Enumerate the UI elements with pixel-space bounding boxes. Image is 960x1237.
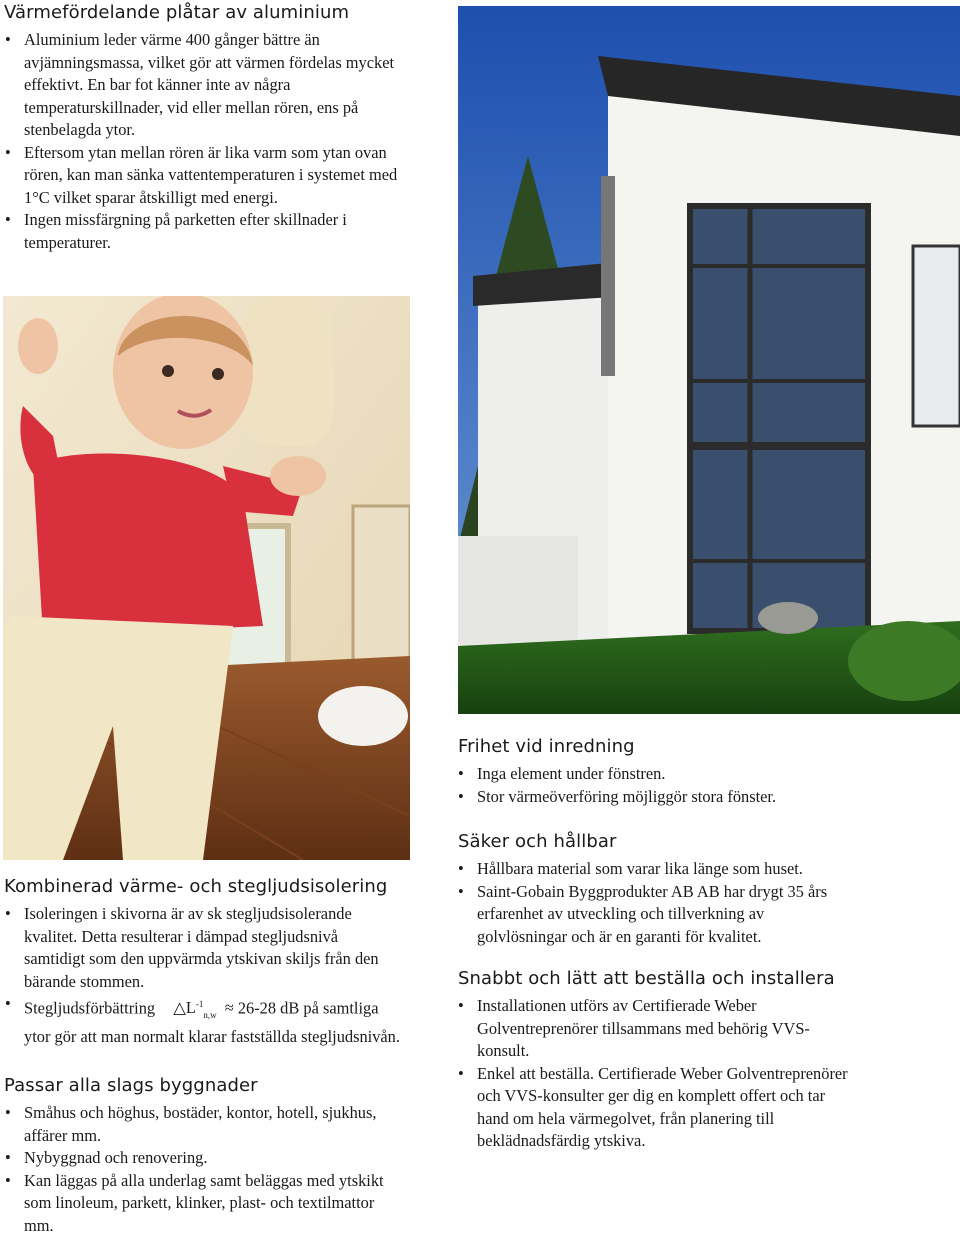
list-item: • Ingen missfärgning på parketten efter skillnader i temperaturer.	[5, 209, 410, 254]
delta-l-symbol: △L	[173, 998, 196, 1017]
house-photo	[458, 6, 960, 714]
list-item: • Isoleringen i skivorna är av sk stegljudsisolerande kvalitet. Detta resulterar i dämpad stegljudsnivå samtidigt som den uppvärmda ytskivan skiljs från den bärande stommen.	[5, 903, 403, 993]
baby-photo	[3, 296, 410, 860]
list-item: • Stor värmeöverföring möjliggör stora fönster.	[458, 786, 858, 809]
approx-symbol: ≈	[225, 998, 234, 1017]
heading-aluminium: Värmefördelande plåtar av aluminium	[4, 2, 349, 23]
sound-improvement-prefix: Stegljudsförbättring	[24, 998, 155, 1017]
list-item: • Eftersom ytan mellan rören är lika varm som ytan ovan rören, kan man sänka vattentemperaturen i systemet med 1°C vilket sparar åtskilligt med energi.	[5, 142, 410, 210]
heading-durable: Säker och hållbar	[458, 831, 616, 852]
list-item: • Inga element under fönstren.	[458, 763, 858, 786]
sound-value: 26-28 dB på	[238, 998, 319, 1017]
list-item: • Kan läggas på alla underlag samt beläggas med ytskikt som linoleum, parkett, klinker, plast- och textilmattor mm.	[5, 1170, 403, 1237]
list-item	[5, 993, 403, 1049]
list-aluminium	[5, 29, 410, 254]
list-item: • Aluminium leder värme 400 gånger bättre än avjämningsmassa, vilket gör att värmen fördelas mycket effektivt. En bar fot känner inte av några temperaturskillnader, vid eller mellan rören, ens på stenbelagda ytor.	[5, 29, 410, 142]
list-freedom	[458, 763, 858, 808]
list-order	[458, 995, 858, 1153]
list-durable	[458, 858, 858, 948]
sound-rest: samtliga ytor gör att man normalt klarar fastställda stegljudsnivån.	[24, 998, 400, 1046]
list-sound	[5, 903, 403, 1049]
delta-l-superscript: -1	[196, 999, 204, 1009]
list-item: • Saint-Gobain Byggprodukter AB AB har drygt 35 års erfarenhet av utveckling och tillverkning av golvlösningar och är en garanti för kvalitet.	[458, 881, 858, 949]
list-item: • Nybyggnad och renovering.	[5, 1147, 403, 1170]
list-item: • Enkel att beställa. Certifierade Weber Golventreprenörer och VVS-konsulter ger dig en komplett offert och tar hand om hela värmegolvet, från planering till beklädnadsfärdig ytskiva.	[458, 1063, 858, 1153]
heading-sound: Kombinerad värme- och stegljudsisolering	[4, 876, 387, 897]
heading-order: Snabbt och lätt att beställa och installera	[458, 968, 835, 989]
list-item: • Småhus och höghus, bostäder, kontor, hotell, sjukhus, affärer mm.	[5, 1102, 403, 1147]
heading-buildings: Passar alla slags byggnader	[4, 1075, 258, 1096]
list-item: • Hållbara material som varar lika länge som huset.	[458, 858, 858, 881]
list-item: • Installationen utförs av Certifierade Weber Golventreprenörer tillsammans med behörig VVS-konsult.	[458, 995, 858, 1063]
heading-freedom: Frihet vid inredning	[458, 736, 635, 757]
delta-l-subscript: n,w	[203, 1010, 216, 1020]
list-buildings	[5, 1102, 403, 1237]
